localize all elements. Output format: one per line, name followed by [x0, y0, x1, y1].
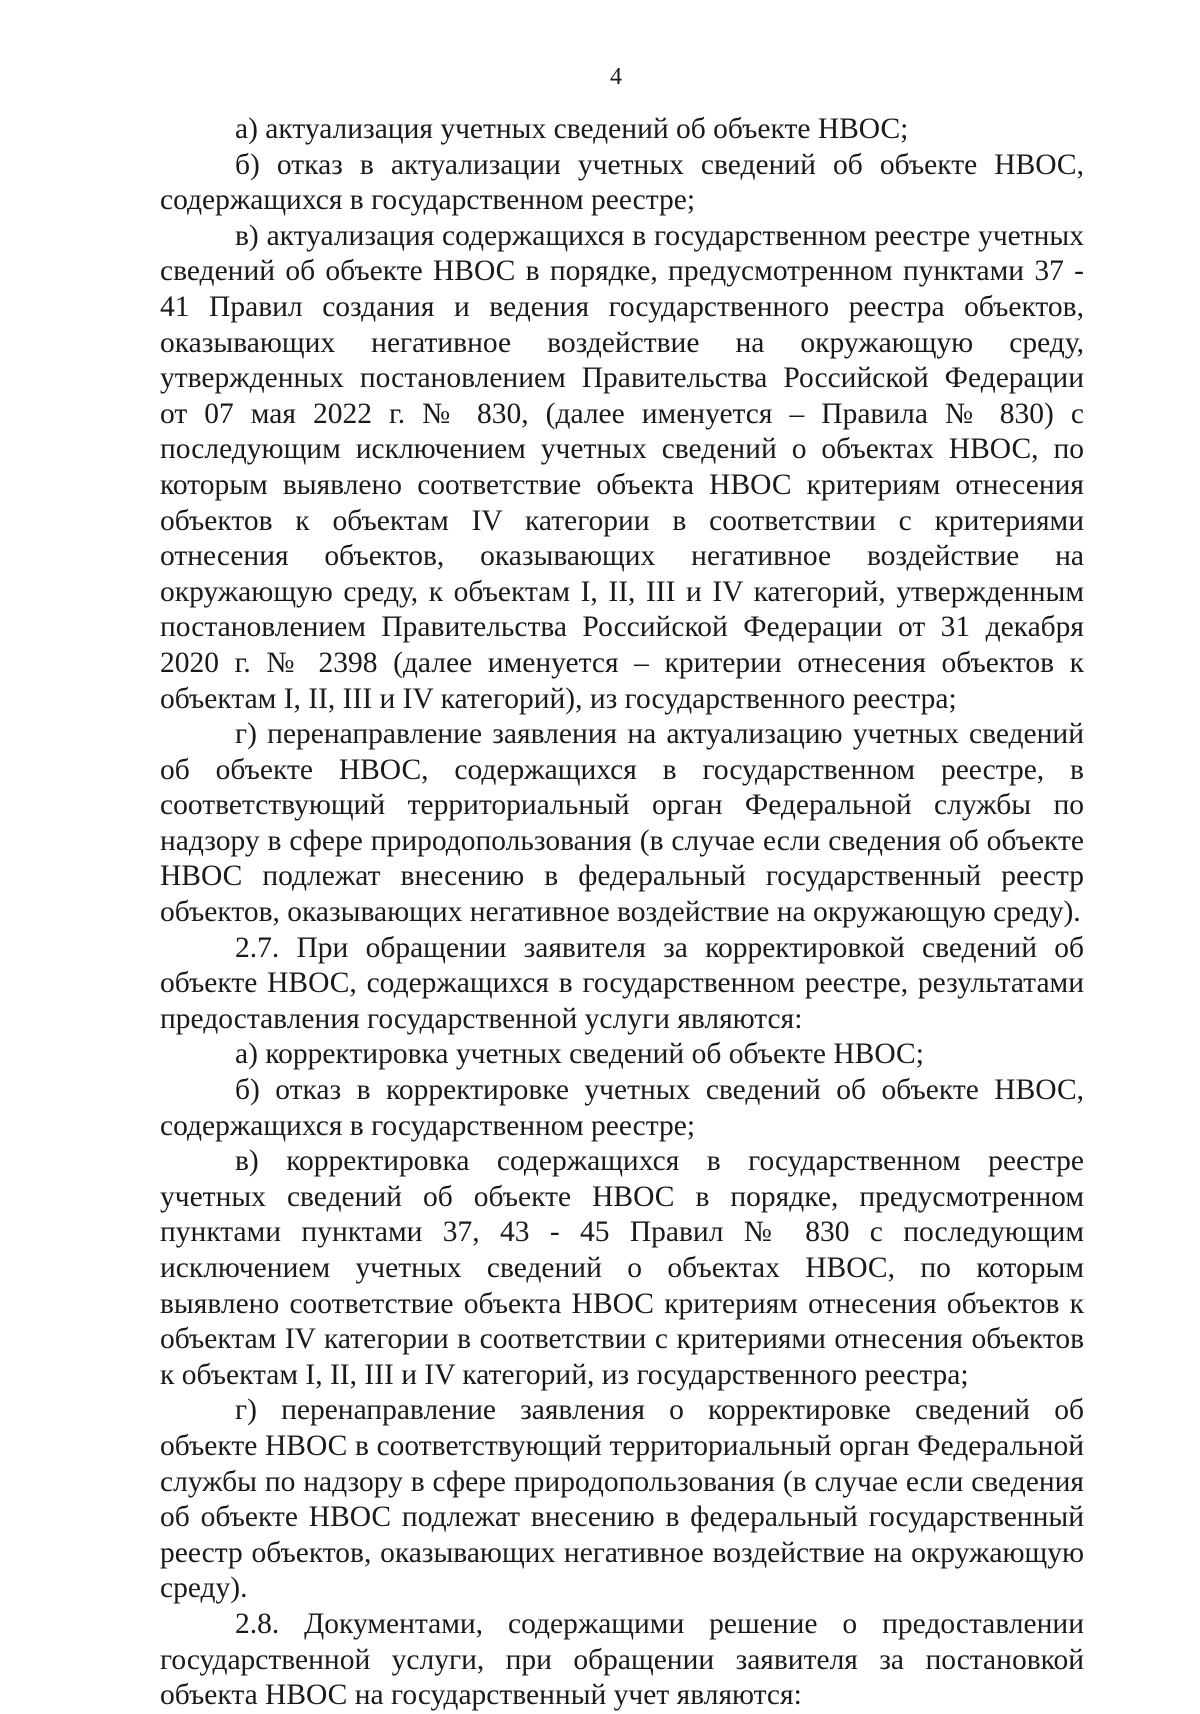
- paragraph-2-6-g: г) перенаправление заявления на актуализацию учетных сведений об объекте НВОС, содержащихся в государственном реестре, в соответствующий территориальный орган Федеральной службы по надзору в сфере природопользования (в случае если сведения об объекте НВОС подлежат внесению в федеральный государственный реестр объектов, оказывающих негативное воздействие на окружающую среду).: [160, 718, 1084, 929]
- paragraph-2-6-b: б) отказ в актуализации учетных сведений об объекте НВОС, содержащихся в государственном реестре;: [160, 148, 1084, 217]
- paragraph-2-7-b: б) отказ в корректировке учетных сведений об объекте НВОС, содержащихся в государственном реестре;: [160, 1074, 1084, 1142]
- paragraph-2-8: 2.8. Документами, содержащими решение о предоставлении государственной услуги, при обращении заявителя за постановкой объекта НВОС на государственный учет являются:: [160, 1607, 1084, 1712]
- paragraph-2-7-g: г) перенаправление заявления о корректировке сведений об объекте НВОС в соответствующий территориальный орган Федеральной службы по надзору в сфере природопользования (в случае если сведения об объекте НВОС подлежат внесению в федеральный государственный реестр объектов, оказывающих негативное воздействие на окружающую среду).: [160, 1394, 1084, 1605]
- paragraph-2-7-a: а) корректировка учетных сведений об объекте НВОС;: [235, 1038, 924, 1071]
- paragraph-2-6-v: в) актуализация содержащихся в государственном реестре учетных сведений об объекте НВОС в порядке, предусмотренном пунктами 37 - 41 Правил создания и ведения государственного реестра объектов, оказывающих негативное воздействие на окружающую среду, утвержденных постановлением Правительства Российской Федерации от 07 мая 2022 г. № 830, (далее именуется – Правила № 830) с последующим исключением учетных сведений о объектах НВОС, по которым выявлено соответствие объекта НВОС критериям отнесения объектов к объектам IV категории в соответствии с критериями отнесения объектов, оказывающих негативное воздействие на окружающую среду, к объектам I, II, III и IV категорий, утвержденным постановлением Правительства Российской Федерации от 31 декабря 2020 г. № 2398 (далее именуется – критерии отнесения объектов к объектам I, II, III и IV категорий), из государственного реестра;: [160, 219, 1084, 715]
- paragraph-2-6-a: а) актуализация учетных сведений об объекте НВОС;: [235, 113, 909, 145]
- paragraph-2-7: 2.7. При обращении заявителя за корректировкой сведений об объекте НВОС, содержащихся в государственном реестре, результатами предоставления государственной услуги являются:: [160, 931, 1084, 1035]
- paragraph-2-7-v: в) корректировка содержащихся в государственном реестре учетных сведений об объекте НВОС в порядке, предусмотренном пунктами пунктами 37, 43 - 45 Правил № 830 с последующим исключением учетных сведений о объектах НВОС, по которым выявлено соответствие объекта НВОС критериям отнесения объектов к объектам IV категории в соответствии с критериями отнесения объектов к объектам I, II, III и IV категорий, из государственного реестра;: [160, 1145, 1084, 1391]
- page-number: 4: [610, 64, 622, 90]
- document-body: [160, 112, 1084, 1714]
